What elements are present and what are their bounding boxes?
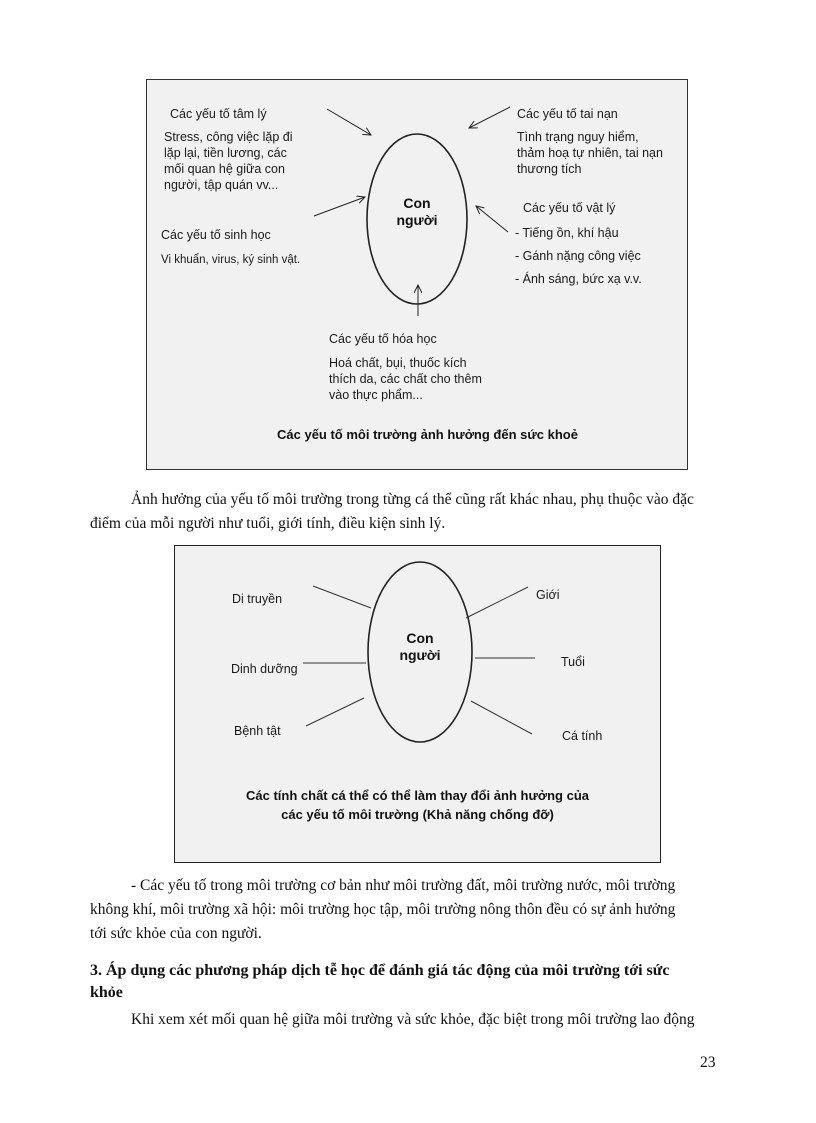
bio-factors-title: Các yếu tố sinh học (161, 228, 271, 242)
label-nutrition: Dinh dưỡng (231, 662, 298, 676)
paragraph-individual-variation: Ảnh hưởng của yếu tố môi trường trong từng cá thể cũng rất khác nhau, phụ thuộc vào đặc điểm của mỗi người như tuổi, giới tính, điều kiện sinh lý. (90, 491, 694, 532)
accident-factors-title: Các yếu tố tai nạn (517, 107, 618, 121)
arrow-bio (314, 197, 365, 216)
line-personality (471, 701, 532, 734)
label-gender: Giới (536, 588, 560, 602)
figure-environment-factors (146, 79, 688, 470)
label-personality: Cá tính (562, 729, 603, 743)
line-disease (306, 698, 364, 726)
label-disease: Bệnh tật (234, 724, 281, 738)
line-heredity (313, 586, 371, 608)
figure2-center-label: Con người (399, 630, 441, 663)
label-heredity: Di truyền (232, 592, 283, 606)
figure2-caption: Các tính chất cá thể có thể làm thay đổi ảnh hưởng của các yếu tố môi trường (Khả năng chống đỡ) (246, 788, 589, 822)
chemical-factors-title: Các yếu tố hóa học (329, 332, 437, 346)
label-age: Tuổi (561, 655, 585, 669)
bio-factors-desc: Vi khuẩn, virus, ký sinh vật. (161, 254, 301, 266)
accident-factors-desc: Tình trạng nguy hiểm, thảm hoạ tự nhiên, tai nạn thương tích (517, 130, 663, 176)
figure-individual-characteristics (174, 545, 661, 863)
section-heading: 3. Áp dụng các phương pháp dịch tễ học để đánh giá tác động của môi trường tới sức khỏe (90, 962, 670, 1001)
figure1-caption: Các yếu tố môi trường ảnh hưởng đến sức khoẻ (277, 427, 578, 442)
physical-factors-title: Các yếu tố vật lý (523, 201, 616, 215)
arrow-accident (469, 107, 510, 128)
page-number: 23 (700, 1054, 716, 1071)
psych-factors-title: Các yếu tố tâm lý (170, 107, 267, 121)
paragraph-basic-environments: - Các yếu tố trong môi trường cơ bản như môi trường đất, môi trường nước, môi trường không khí, môi trường xã hội: môi trường học tập, môi trường nông thôn đều có sự ảnh hưởng tới sức khỏe của con người. (90, 877, 676, 942)
physical-factors-list: - Tiếng ồn, khí hậu - Gánh nặng công việc - Ánh sáng, bức xạ v.v. (515, 226, 642, 286)
figure1-center-label: Con người (396, 195, 438, 228)
arrow-psych (327, 109, 371, 135)
line-gender (466, 587, 528, 618)
chemical-factors-desc: Hoá chất, bụi, thuốc kích thích da, các chất cho thêm vào thực phẩm... (329, 356, 482, 402)
paragraph-relationship: Khi xem xét mối quan hệ giữa môi trường và sức khỏe, đặc biệt trong môi trường lao động (131, 1011, 695, 1028)
arrow-physical (476, 206, 508, 232)
psych-factors-desc: Stress, công việc lặp đi lặp lại, tiền lương, các mối quan hệ giữa con người, tập quán vv... (164, 130, 293, 192)
